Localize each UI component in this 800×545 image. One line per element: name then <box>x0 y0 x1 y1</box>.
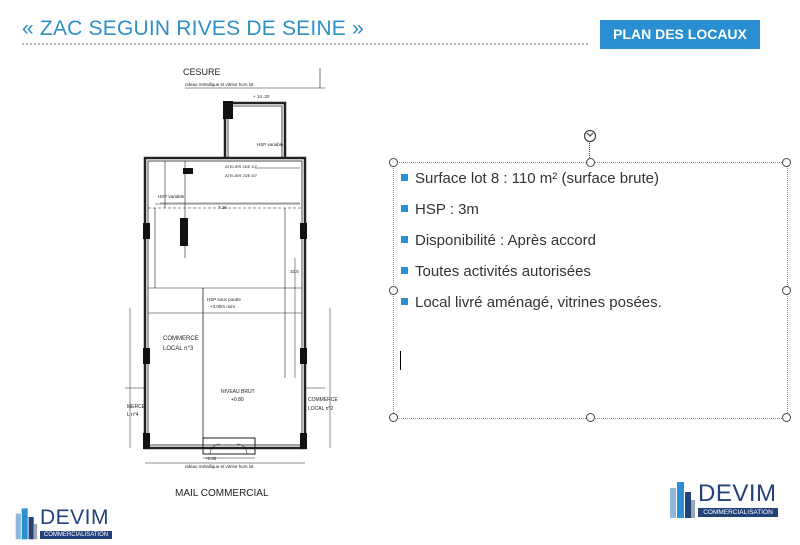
plan-label-dim-bottom: +0.85 <box>205 456 217 461</box>
list-item <box>401 170 662 201</box>
resize-handle-bottom-center[interactable] <box>586 413 595 422</box>
plan-label-rideau-bottom: rideau métallique et vitrine hors lot <box>185 464 254 469</box>
plan-label-cesure: CESURE <box>183 67 221 77</box>
list-item <box>401 263 662 294</box>
text-cursor <box>400 351 401 370</box>
resize-handle-top-right[interactable] <box>782 158 791 167</box>
list-item <box>401 232 662 263</box>
bullet-square-icon <box>401 174 408 181</box>
plan-label-hsp-left: HSP variable <box>158 194 185 199</box>
title-underline <box>22 43 588 45</box>
logo-name: DEVIM <box>698 480 777 507</box>
logo-subtitle: COMMERCIALISATION <box>40 531 112 539</box>
bullet-square-icon <box>401 205 408 212</box>
feature-list[interactable] <box>401 170 662 325</box>
resize-handle-bottom-right[interactable] <box>782 413 791 422</box>
plan-label-etapes: ATELIER 2DE 5/7 <box>225 173 257 178</box>
resize-handle-top-center[interactable] <box>586 158 595 167</box>
plan-label-hsp-top: HSP variable <box>257 142 284 147</box>
plan-label-commerce-3-1: COMMERCE <box>163 336 199 342</box>
plan-label-mail: MAIL COMMERCIAL <box>175 488 269 499</box>
resize-handle-middle-right[interactable] <box>782 286 791 295</box>
building-logo-icon <box>14 506 38 540</box>
bullet-square-icon <box>401 267 408 274</box>
list-item-text: Toutes activités autorisées <box>415 263 591 280</box>
bullet-square-icon <box>401 236 408 243</box>
list-item <box>401 201 662 232</box>
page-title: « ZAC SEGUIN RIVES DE SEINE » <box>22 17 364 40</box>
plan-label-commerce-4-1: MERCE <box>127 404 146 410</box>
plan-label-ateliers: ATELIER 2DE 4/7 <box>225 164 257 169</box>
list-item-text: Disponibilité : Après accord <box>415 232 596 249</box>
plan-label-commerce-2-1: COMMERCE <box>308 397 338 403</box>
plan-label-commerce-4-2: L n°4 <box>127 412 139 418</box>
bullet-square-icon <box>401 298 408 305</box>
list-item-text: Surface lot 8 : 110 m² (surface brute) <box>415 170 659 187</box>
resize-handle-top-left[interactable] <box>389 158 398 167</box>
plan-label-commerce-2-2: LOCAL n°2 <box>308 406 334 412</box>
plan-label-dim-depth: 10.5 <box>290 269 299 274</box>
list-item-text: HSP : 3m <box>415 201 479 218</box>
logo-subtitle: COMMERCIALISATION <box>698 508 778 517</box>
rotate-icon[interactable] <box>582 128 598 144</box>
building-logo-icon <box>668 480 696 518</box>
plan-label-hsp-poutre-2: +3.00m mini <box>210 304 235 309</box>
resize-handle-middle-left[interactable] <box>389 286 398 295</box>
plan-label-dim-top: + 14 .20 <box>253 94 270 99</box>
list-item-text: Local livré aménagé, vitrines posées. <box>415 294 662 311</box>
logo-name: DEVIM <box>40 506 110 529</box>
floor-plan <box>125 58 345 508</box>
plan-label-niveau-1: NIVEAU BRUT <box>221 389 255 395</box>
logo-right <box>668 478 778 520</box>
plan-label-hsp-poutre-1: HSP sous poutre <box>207 297 241 302</box>
section-badge: PLAN DES LOCAUX <box>600 20 760 49</box>
list-item <box>401 294 662 325</box>
plan-label-niveau-2: +0.80 <box>231 397 244 403</box>
logo-left <box>14 505 132 541</box>
plan-label-commerce-3-2: LOCAL n°3 <box>163 346 194 352</box>
plan-label-rideau-top: rideau métallique et vitrine hors lot <box>185 82 254 87</box>
plan-label-dim-width: 7.26 <box>218 205 227 210</box>
resize-handle-bottom-left[interactable] <box>389 413 398 422</box>
